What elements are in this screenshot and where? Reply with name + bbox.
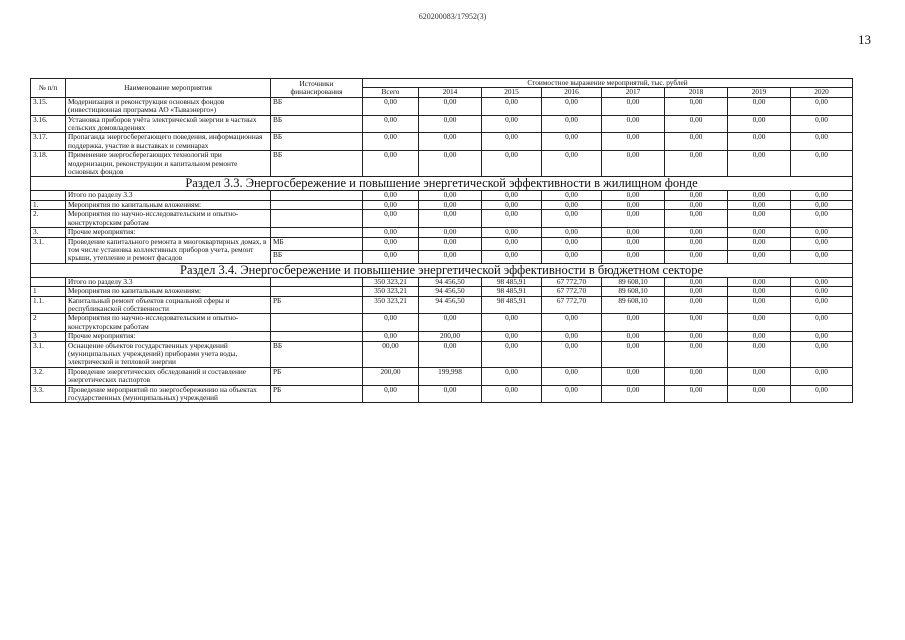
cost-cell: 0,00 — [602, 133, 665, 151]
measure-name: Прочие мероприятия: — [66, 332, 271, 341]
cost-cell: 0,00 — [791, 385, 853, 403]
row-number: 3.18. — [31, 151, 66, 177]
cost-cell: 0,00 — [482, 341, 542, 367]
funding-source: МБ — [271, 237, 363, 250]
cost-cell: 0,00 — [482, 385, 542, 403]
cost-cell: 0,00 — [419, 200, 482, 209]
table-body — [31, 97, 853, 403]
cost-cell: 89 608,10 — [602, 296, 665, 314]
row-number — [31, 191, 66, 200]
section-heading-row — [31, 177, 853, 191]
funding-source: ВБ — [271, 250, 363, 263]
measure-name: Мероприятия по капитальным вложениям: — [66, 200, 271, 209]
document-code: 620200083/17952(3) — [418, 12, 487, 21]
cost-cell: 0,00 — [728, 332, 791, 341]
cost-cell: 0,00 — [728, 287, 791, 296]
cost-cell: 0,00 — [482, 133, 542, 151]
cost-cell: 0,00 — [728, 133, 791, 151]
cost-cell: 0,00 — [791, 237, 853, 250]
cost-cell: 0,00 — [542, 385, 602, 403]
cost-cell: 0,00 — [363, 133, 419, 151]
table-row — [31, 210, 853, 228]
header-sources: Источники финансирования — [271, 79, 363, 98]
cost-cell: 0,00 — [728, 200, 791, 209]
measure-name: Проведение мероприятий по энергосбережению на объектах государственных (муниципальных) учреждений — [66, 385, 271, 403]
cost-cell: 350 323,21 — [363, 277, 419, 286]
measure-name: Модернизация и реконструкция основных фондов (инвестиционная программа АО «Тываэнерго») — [66, 97, 271, 115]
row-number: 2. — [31, 210, 66, 228]
row-number: 3.17. — [31, 133, 66, 151]
cost-cell: 0,00 — [482, 210, 542, 228]
table-row — [31, 332, 853, 341]
row-number: 3.2. — [31, 367, 66, 385]
funding-source — [271, 314, 363, 332]
cost-cell: 0,00 — [602, 341, 665, 367]
cost-cell: 0,00 — [542, 191, 602, 200]
measure-name: Проведение энергетических обследований и составление энергетических паспортов — [66, 367, 271, 385]
measure-name: Прочие мероприятия: — [66, 228, 271, 237]
header-year: 2019 — [728, 88, 791, 97]
table-row — [31, 133, 853, 151]
cost-cell: 0,00 — [791, 133, 853, 151]
cost-cell: 0,00 — [542, 151, 602, 177]
cost-cell: 0,00 — [665, 250, 728, 263]
cost-cell: 0,00 — [665, 115, 728, 133]
cost-cell: 0,00 — [419, 151, 482, 177]
cost-cell: 0,00 — [665, 341, 728, 367]
cost-cell: 0,00 — [419, 133, 482, 151]
header-cost: Стоимостное выражение мероприятий, тыс. рублей — [363, 79, 853, 88]
cost-cell: 0,00 — [602, 210, 665, 228]
cost-cell: 0,00 — [363, 332, 419, 341]
cost-cell: 0,00 — [665, 287, 728, 296]
cost-cell: 0,00 — [602, 115, 665, 133]
cost-cell: 67 772,70 — [542, 296, 602, 314]
header-name: Наименование мероприятия — [66, 79, 271, 98]
cost-cell: 0,00 — [791, 210, 853, 228]
table-header-row — [31, 79, 853, 88]
cost-cell: 0,00 — [665, 191, 728, 200]
cost-cell: 0,00 — [482, 191, 542, 200]
cost-cell: 0,00 — [363, 250, 419, 263]
header-year: Всего — [363, 88, 419, 97]
cost-cell: 67 772,70 — [542, 287, 602, 296]
funding-source: РБ — [271, 385, 363, 403]
row-number: 3.16. — [31, 115, 66, 133]
cost-cell: 0,00 — [665, 200, 728, 209]
cost-cell: 0,00 — [602, 237, 665, 250]
cost-cell: 0,00 — [482, 115, 542, 133]
table-row — [31, 191, 853, 200]
cost-cell: 0,00 — [602, 228, 665, 237]
cost-cell: 0,00 — [665, 151, 728, 177]
cost-cell: 0,00 — [791, 277, 853, 286]
cost-cell: 67 772,70 — [542, 277, 602, 286]
cost-cell: 0,00 — [791, 287, 853, 296]
table-row — [31, 341, 853, 367]
cost-cell: 0,00 — [728, 115, 791, 133]
funding-source — [271, 332, 363, 341]
cost-cell: 350 323,21 — [363, 296, 419, 314]
table-row — [31, 385, 853, 403]
cost-cell: 0,00 — [791, 341, 853, 367]
measure-name: Применение энергосберегающих технологий при модернизации, реконструкции и капитальном ремонте основных фондов — [66, 151, 271, 177]
cost-cell: 89 608,10 — [602, 287, 665, 296]
cost-cell: 0,00 — [602, 250, 665, 263]
cost-cell: 0,00 — [728, 237, 791, 250]
measure-name: Капитальный ремонт объектов социальной сферы и республиканской собственности — [66, 296, 271, 314]
cost-cell: 0,00 — [542, 250, 602, 263]
cost-cell: 0,00 — [791, 296, 853, 314]
measure-name: Мероприятия по научно-исследовательским и опытно-конструкторским работам — [66, 210, 271, 228]
cost-cell: 0,00 — [482, 367, 542, 385]
header-year: 2018 — [665, 88, 728, 97]
cost-cell: 0,00 — [419, 237, 482, 250]
header-year: 2014 — [419, 88, 482, 97]
cost-cell: 0,00 — [419, 341, 482, 367]
funding-source: ВБ — [271, 97, 363, 115]
cost-cell: 98 485,91 — [482, 277, 542, 286]
cost-cell: 0,00 — [419, 228, 482, 237]
cost-cell: 0,00 — [482, 314, 542, 332]
header-year: 2020 — [791, 88, 853, 97]
funding-source: ВБ — [271, 151, 363, 177]
cost-cell: 0,00 — [665, 97, 728, 115]
cost-cell: 0,00 — [542, 228, 602, 237]
measure-name: Итого по разделу 3.3 — [66, 277, 271, 286]
cost-cell: 0,00 — [791, 332, 853, 341]
row-number: 3 — [31, 332, 66, 341]
cost-cell: 0,00 — [542, 97, 602, 115]
cost-cell: 0,00 — [602, 367, 665, 385]
cost-cell: 0,00 — [419, 385, 482, 403]
cost-cell: 0,00 — [665, 237, 728, 250]
cost-cell: 0,00 — [419, 210, 482, 228]
funding-source — [271, 287, 363, 296]
header-year: 2017 — [602, 88, 665, 97]
cost-cell: 94 456,50 — [419, 287, 482, 296]
cost-cell: 0,00 — [602, 385, 665, 403]
section-heading-row — [31, 263, 853, 277]
table-row — [31, 296, 853, 314]
cost-cell: 0,00 — [542, 200, 602, 209]
funding-source: ВБ — [271, 341, 363, 367]
cost-cell: 0,00 — [791, 200, 853, 209]
measure-name: Итого по разделу 3.3 — [66, 191, 271, 200]
row-number: 2 — [31, 314, 66, 332]
cost-cell: 199,998 — [419, 367, 482, 385]
cost-cell: 0,00 — [728, 341, 791, 367]
funding-source — [271, 191, 363, 200]
row-number — [31, 277, 66, 286]
cost-cell: 0,00 — [542, 367, 602, 385]
cost-cell: 0,00 — [363, 151, 419, 177]
cost-cell: 0,00 — [363, 115, 419, 133]
cost-cell: 0,00 — [791, 151, 853, 177]
funding-source — [271, 200, 363, 209]
table-row — [31, 228, 853, 237]
measure-name: Оснащение объектов государственных учреждений (муниципальных учреждений) приборами учета воды, электрической и тепловой энергии — [66, 341, 271, 367]
cost-cell: 98 485,91 — [482, 296, 542, 314]
cost-cell: 0,00 — [482, 250, 542, 263]
page-number: 13 — [858, 32, 871, 47]
cost-cell: 0,00 — [363, 200, 419, 209]
cost-cell: 0,00 — [363, 228, 419, 237]
row-number: 3.1. — [31, 237, 66, 263]
measure-name: Установка приборов учёта электрической энергии в частных сельских домовладениях — [66, 115, 271, 133]
cost-cell: 350 323,21 — [363, 287, 419, 296]
cost-cell: 0,00 — [665, 296, 728, 314]
cost-cell: 0,00 — [602, 200, 665, 209]
header-num: № п/п — [31, 79, 66, 98]
measure-name: Мероприятия по капитальным вложениям: — [66, 287, 271, 296]
cost-cell: 0,00 — [665, 133, 728, 151]
header-year: 2016 — [542, 88, 602, 97]
cost-cell: 0,00 — [602, 97, 665, 115]
header-year: 2015 — [482, 88, 542, 97]
table-row — [31, 151, 853, 177]
cost-cell: 0,00 — [665, 277, 728, 286]
cost-cell: 0,00 — [482, 97, 542, 115]
cost-cell: 0,00 — [665, 385, 728, 403]
cost-cell: 0,00 — [419, 250, 482, 263]
cost-cell: 0,00 — [665, 210, 728, 228]
row-number: 3.15. — [31, 97, 66, 115]
cost-cell: 0,00 — [419, 191, 482, 200]
measure-name: Проведение капитального ремонта в многоквартирных домах, в том числе установка коллективных приборов учета, ремонт крыши, утепление и ремонт фасадов — [66, 237, 271, 263]
cost-cell: 94 456,50 — [419, 296, 482, 314]
funding-source — [271, 228, 363, 237]
cost-cell: 0,00 — [482, 332, 542, 341]
cost-cell: 200,00 — [363, 367, 419, 385]
table-row — [31, 115, 853, 133]
cost-cell: 0,00 — [363, 191, 419, 200]
cost-cell: 0,00 — [728, 210, 791, 228]
cost-cell: 0,00 — [728, 191, 791, 200]
cost-cell: 89 608,10 — [602, 277, 665, 286]
measures-table — [30, 78, 853, 403]
cost-cell: 0,00 — [728, 385, 791, 403]
cost-cell: 0,00 — [419, 115, 482, 133]
row-number: 1. — [31, 200, 66, 209]
table-row — [31, 367, 853, 385]
cost-cell: 0,00 — [791, 314, 853, 332]
cost-cell: 0,00 — [482, 228, 542, 237]
cost-cell: 0,00 — [542, 133, 602, 151]
measure-name: Пропаганда энергосберегающего поведения, информационная поддержка, участие в выставках и семинарах — [66, 133, 271, 151]
funding-source — [271, 210, 363, 228]
funding-source: ВБ — [271, 115, 363, 133]
cost-cell: 0,00 — [482, 151, 542, 177]
cost-cell: 0,00 — [419, 314, 482, 332]
section-heading: Раздел 3.3. Энергосбережение и повышение энергетической эффективности в жилищном фонде — [31, 177, 853, 191]
cost-cell: 0,00 — [665, 367, 728, 385]
cost-cell: 0,00 — [728, 314, 791, 332]
table-row — [31, 237, 853, 250]
cost-cell: 0,00 — [363, 385, 419, 403]
funding-source: ВБ — [271, 133, 363, 151]
cost-cell: 0,00 — [728, 367, 791, 385]
cost-cell: 0,00 — [791, 97, 853, 115]
cost-cell: 0,00 — [482, 200, 542, 209]
cost-cell: 00,00 — [363, 341, 419, 367]
cost-cell: 0,00 — [482, 237, 542, 250]
cost-cell: 0,00 — [791, 250, 853, 263]
cost-cell: 0,00 — [542, 210, 602, 228]
cost-cell: 0,00 — [542, 115, 602, 133]
row-number: 1.1. — [31, 296, 66, 314]
section-heading: Раздел 3.4. Энергосбережение и повышение энергетической эффективности в бюджетном секторе — [31, 263, 853, 277]
cost-cell: 0,00 — [363, 97, 419, 115]
table-row — [31, 200, 853, 209]
cost-cell: 0,00 — [728, 97, 791, 115]
cost-cell: 0,00 — [728, 250, 791, 263]
cost-cell: 0,00 — [665, 314, 728, 332]
cost-cell: 0,00 — [602, 151, 665, 177]
cost-cell: 0,00 — [542, 314, 602, 332]
table-row — [31, 314, 853, 332]
cost-cell: 0,00 — [602, 314, 665, 332]
table-row — [31, 277, 853, 286]
cost-cell: 0,00 — [542, 332, 602, 341]
row-number: 1 — [31, 287, 66, 296]
cost-cell: 94 456,50 — [419, 277, 482, 286]
cost-cell: 0,00 — [665, 332, 728, 341]
cost-cell: 0,00 — [542, 341, 602, 367]
cost-cell: 0,00 — [791, 367, 853, 385]
funding-source — [271, 277, 363, 286]
cost-cell: 98 485,91 — [482, 287, 542, 296]
cost-cell: 0,00 — [602, 191, 665, 200]
cost-cell: 0,00 — [363, 210, 419, 228]
cost-cell: 0,00 — [419, 97, 482, 115]
row-number: 3.3. — [31, 385, 66, 403]
table-row — [31, 287, 853, 296]
funding-source: РБ — [271, 367, 363, 385]
cost-cell: 0,00 — [602, 332, 665, 341]
cost-cell: 200,00 — [419, 332, 482, 341]
row-number: 3. — [31, 228, 66, 237]
cost-cell: 0,00 — [791, 228, 853, 237]
cost-cell: 0,00 — [363, 314, 419, 332]
funding-source: РБ — [271, 296, 363, 314]
measure-name: Мероприятия по научно-исследовательским и опытно-конструкторским работам — [66, 314, 271, 332]
cost-cell: 0,00 — [363, 237, 419, 250]
cost-cell: 0,00 — [791, 191, 853, 200]
cost-cell: 0,00 — [728, 296, 791, 314]
cost-cell: 0,00 — [728, 277, 791, 286]
cost-cell: 0,00 — [542, 237, 602, 250]
cost-cell: 0,00 — [728, 151, 791, 177]
cost-cell: 0,00 — [728, 228, 791, 237]
cost-cell: 0,00 — [665, 228, 728, 237]
table-row — [31, 97, 853, 115]
cost-cell: 0,00 — [791, 115, 853, 133]
row-number: 3.1. — [31, 341, 66, 367]
